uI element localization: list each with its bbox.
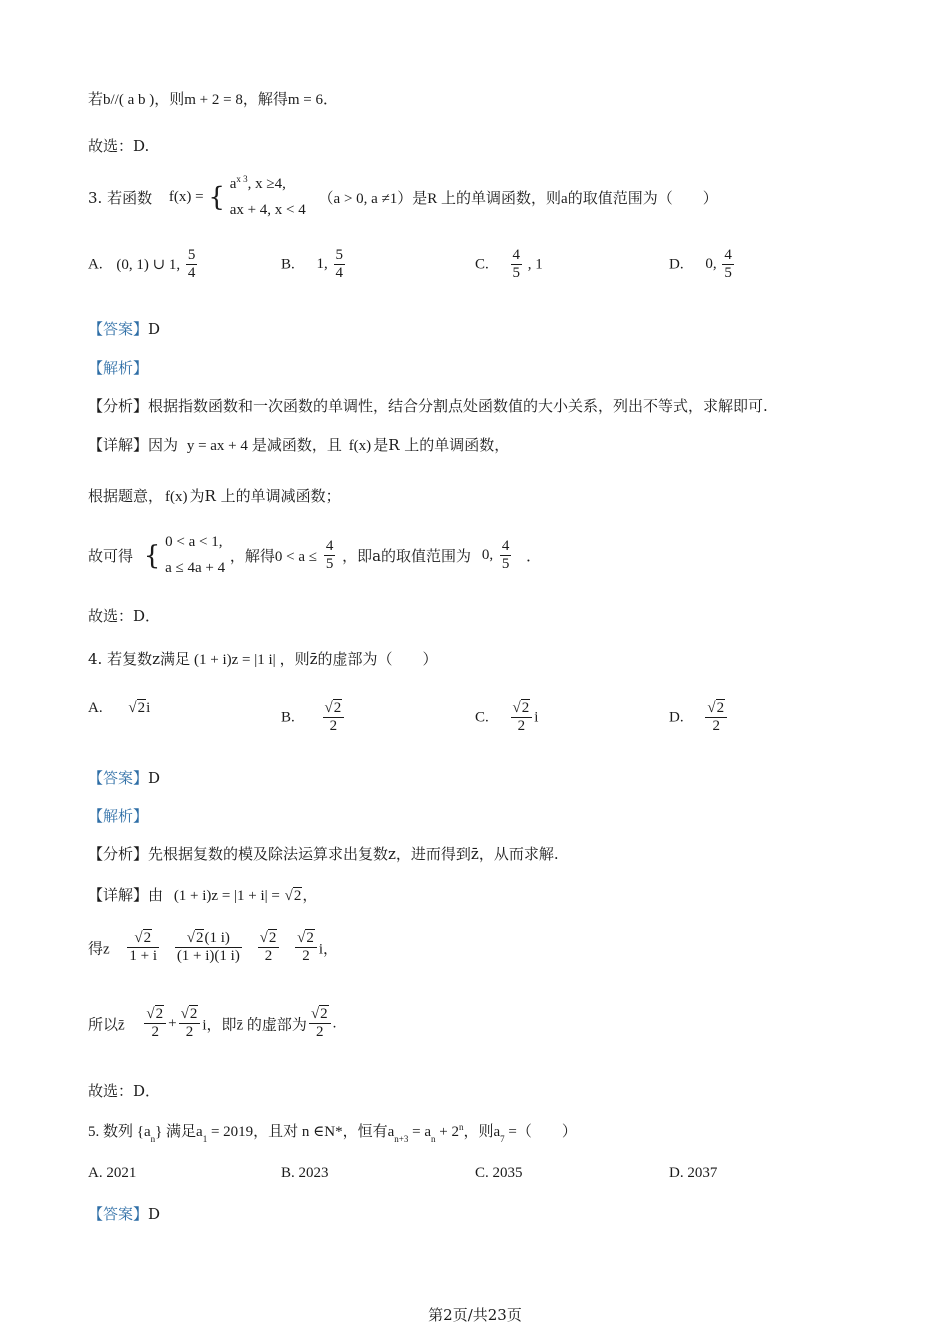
q4-option-c[interactable]: [475, 700, 538, 736]
answer-5: [88, 1203, 160, 1224]
q3-option-b-label: B.: [281, 256, 295, 273]
answer-3: [88, 318, 160, 339]
genju-line: [88, 485, 341, 506]
xiangjie-expr: y = ax + 4: [186, 438, 248, 454]
fenxi-tag: 【分析】: [88, 845, 149, 863]
q4-option-c-i: i: [534, 709, 539, 726]
q5-sub-n2: n: [430, 1134, 436, 1144]
q4-option-a[interactable]: [88, 700, 150, 717]
question-4-stem: [88, 648, 438, 669]
q5-sub-7: 7: [500, 1134, 505, 1144]
q3-option-d-expr: 0,: [705, 256, 717, 273]
fenxi-text: 先根据复数的模及除法运算求出复数z，进而得到z̄，从而求解.: [148, 845, 559, 863]
q4-option-b-label: B.: [281, 709, 295, 726]
guxuan-3: 故选：D．: [88, 607, 161, 625]
dez-frac-3: $\frac{√2}{2}$: [258, 930, 280, 966]
q4-option-a-i: i: [146, 700, 151, 717]
suoyi-line: [88, 1006, 336, 1042]
q3-option-c-label: C.: [475, 256, 489, 273]
suoyi-plus: +: [168, 1015, 177, 1032]
xiangjie-3: [88, 434, 509, 455]
q5-option-b[interactable]: B. 2023: [281, 1165, 329, 1181]
q3-case2: ax + 4, x < 4: [229, 201, 306, 218]
suoyi-frac-3: $\frac{√2}{2}$: [309, 1006, 331, 1042]
q3-brace-icon: {: [208, 182, 225, 213]
q3-option-a-expr: (0, 1) ∪ 1,: [116, 257, 181, 274]
genju-text-a: 根据题意，: [88, 487, 164, 505]
q3-option-b[interactable]: [281, 247, 347, 283]
dez-frac-2: $\frac{√2(1 i)}{(1 + i)(1 i)}$: [176, 930, 240, 965]
gukede-ineq-1: 0 < a < 1,: [165, 534, 223, 550]
genju-fx: f(x): [165, 489, 188, 505]
xiangjie-text-b: 是减函数，且: [251, 436, 342, 454]
q5-mid3: = a: [408, 1124, 431, 1140]
gukede-brace-icon: {: [143, 540, 161, 571]
q4-option-a-label: A.: [88, 700, 103, 717]
q3-option-a-frac: $\frac{5}{4}$: [187, 247, 196, 282]
suoyi-text: 所以z̄: [88, 1017, 125, 1034]
answer-tag: 【答案】: [88, 320, 149, 338]
q3-option-b-frac: $\frac{5}{4}$: [335, 247, 344, 282]
suoyi-frac-2: $\frac{√2}{2}$: [179, 1006, 201, 1042]
q4-prefix: 4. 若复数z满足: [88, 650, 190, 668]
dez-line: [88, 930, 338, 966]
gukede-system: [165, 530, 225, 581]
fenxi-4: [88, 843, 559, 864]
gukede-end: ．: [526, 547, 542, 565]
q4-tail: ，则z̄的虚部为（ ）: [279, 650, 438, 668]
q4-option-b-frac: $\frac{√2}{2}$: [323, 700, 345, 736]
q3-option-d-label: D.: [669, 256, 684, 273]
q3-case1-tail: , x ≥4,: [247, 176, 286, 192]
q5-mid2: = 2019，且对 n ∈N*，恒有a: [207, 1124, 395, 1140]
gukede-text-b: ，解得0 < a ≤: [229, 549, 318, 565]
q3-option-d[interactable]: [669, 247, 736, 283]
q5-option-c[interactable]: C. 2035: [475, 1165, 523, 1181]
xiangjie-tag: 【详解】: [88, 886, 149, 904]
q5-option-a[interactable]: A. 2021: [88, 1165, 137, 1181]
q5-mid4: + 2: [435, 1124, 459, 1140]
fenxi-3: [88, 395, 768, 416]
xiangjie-sqrt: √2: [284, 888, 302, 904]
q3-option-c-expr: , 1: [527, 256, 543, 273]
q5-prefix: 5. 数列 {a: [88, 1124, 151, 1140]
dez-tail: i，: [318, 941, 338, 958]
q4-option-a-sqrt: √2: [128, 700, 146, 717]
text-line-1: 若b//( a b )，则m + 2 = 8，解得m = 6．: [88, 92, 338, 108]
q3-fx: f(x) =: [168, 189, 204, 205]
question-3-stem: [88, 172, 718, 223]
answer-value: D: [148, 769, 161, 787]
answer-tag: 【答案】: [88, 1205, 149, 1223]
fenxi-text: 根据指数函数和一次函数的单调性，结合分割点处函数值的大小关系，列出不等式，求解即可.: [148, 397, 768, 415]
gukede-text-a: 故可得: [88, 547, 134, 565]
gukede-frac-2: $\frac{4}{5}$: [501, 537, 510, 572]
analysis-4-tag: 【解析】: [88, 807, 149, 825]
q3-prefix: 3. 若函数: [88, 189, 153, 207]
q3-option-b-expr: 1,: [316, 256, 328, 273]
text-line-2: 故选：D.: [88, 137, 150, 155]
xiangjie-text: 由: [148, 886, 164, 904]
dez-frac-4: $\frac{√2}{2}$: [295, 930, 317, 966]
page-footer: 第2页/共23页: [428, 1306, 522, 1324]
xiangjie-expr: (1 + i)z = |1 + i| =: [173, 888, 280, 904]
q5-mid1: } 满足a: [155, 1124, 203, 1140]
dez-text: 得z: [88, 941, 110, 958]
q4-option-d-label: D.: [669, 709, 684, 726]
suoyi-end: .: [332, 1015, 337, 1032]
q3-case1-sup: x 3: [236, 174, 248, 184]
gukede-range: 0,: [481, 547, 494, 563]
q3-option-d-frac: $\frac{4}{5}$: [724, 247, 732, 282]
answer-4: [88, 767, 160, 788]
guxuan-4: 故选：D．: [88, 1082, 161, 1100]
q3-option-a-label: A.: [88, 256, 103, 273]
gukede-frac-1: $\frac{4}{5}$: [325, 537, 334, 572]
q3-case1-base: a: [229, 176, 237, 192]
q5-mid5: ，则a: [463, 1124, 501, 1140]
gukede-text-c: ，即a的取值范围为: [342, 547, 472, 565]
q4-option-d[interactable]: [669, 700, 729, 736]
xiangjie-text-a: 因为: [148, 436, 179, 454]
q4-option-c-label: C.: [475, 709, 489, 726]
q4-option-d-frac: $\frac{√2}{2}$: [705, 700, 727, 736]
q5-sub-n3: n+3: [394, 1134, 409, 1144]
xiangjie-tag: 【详解】: [88, 436, 149, 454]
gukede-ineq-2: a ≤ 4a + 4: [165, 559, 226, 576]
answer-tag: 【答案】: [88, 769, 149, 787]
gukede-line: [88, 530, 541, 581]
q5-sup-n: n: [458, 1122, 464, 1132]
genju-text-b: 为R 上的单调减函数；: [189, 487, 341, 505]
xiangjie-fx: f(x): [348, 438, 372, 454]
q3-suffix: （a > 0, a ≠1）是R 上的单调函数，则a的取值范围为（ ）: [318, 191, 718, 207]
q3-option-c-frac: $\frac{4}{5}$: [512, 247, 521, 282]
fenxi-tag: 【分析】: [88, 397, 149, 415]
question-5-stem: [88, 1120, 577, 1144]
answer-value: D: [148, 1205, 161, 1223]
q3-option-c[interactable]: [475, 247, 543, 283]
q4-eq: (1 + i)z = |1 i|: [193, 652, 276, 668]
dez-frac-1: $\frac{√2}{1 + i}$: [129, 930, 158, 965]
q5-option-d[interactable]: D. 2037: [669, 1165, 718, 1181]
suoyi-frac-1: $\frac{√2}{2}$: [144, 1006, 166, 1042]
xiangjie-end: ，: [302, 886, 318, 904]
q4-option-c-frac: $\frac{√2}{2}$: [511, 700, 533, 736]
q3-piecewise: [230, 172, 306, 223]
q5-tail: =（ ）: [504, 1124, 577, 1140]
q4-option-b[interactable]: [281, 700, 346, 736]
xiangjie-4: [88, 884, 317, 905]
q5-sub-1: 1: [202, 1134, 208, 1144]
q3-option-a[interactable]: [88, 247, 199, 283]
suoyi-mid: i，即z̄ 的虚部为: [202, 1017, 307, 1034]
answer-value: D: [148, 320, 161, 338]
analysis-3-tag: 【解析】: [88, 359, 149, 377]
xiangjie-text-c: 是R 上的单调函数，: [373, 436, 510, 454]
q5-sub-n: n: [150, 1134, 156, 1144]
